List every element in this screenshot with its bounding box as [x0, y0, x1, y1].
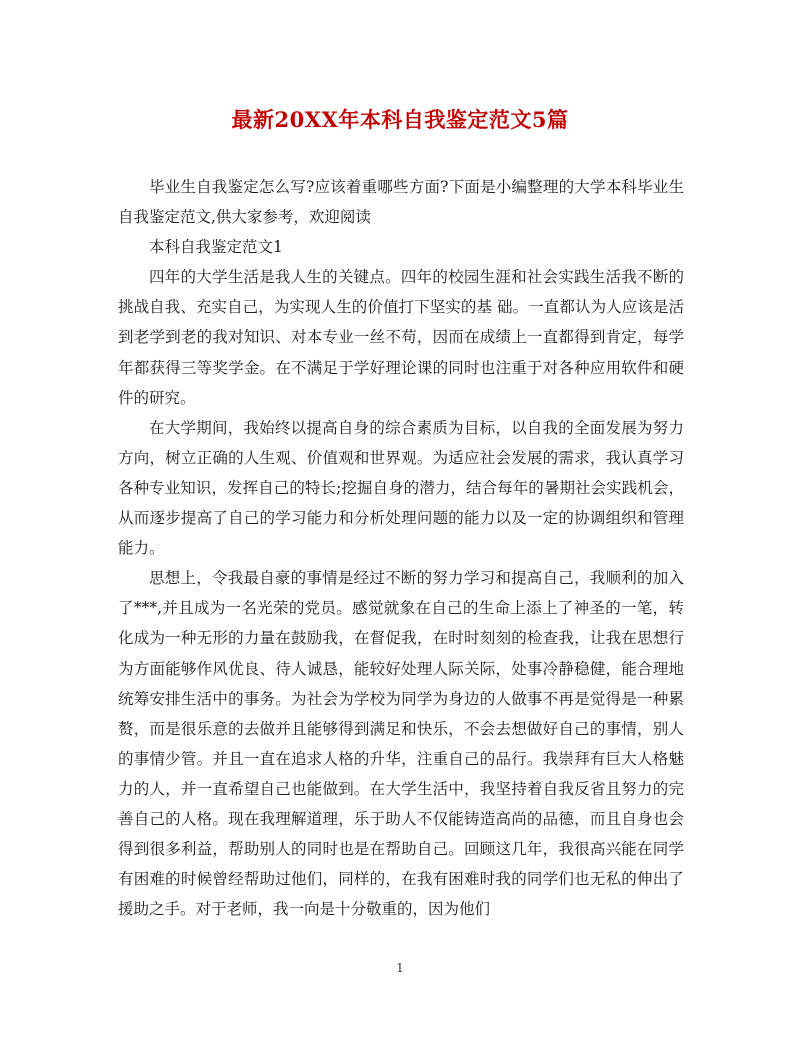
intro-paragraph: 毕业生自我鉴定怎么写?应该着重哪些方面?下面是小编整理的大学本科毕业生自我鉴定范文,供大家参考，欢迎阅读: [118, 178, 684, 227]
body-paragraph: 在大学期间，我始终以提高自身的综合素质为目标，以自我的全面发展为努力方向，树立正确的人生观、价值观和世界观。为适应社会发展的需求，我认真学习各种专业知识，发挥自己的特长;挖掘自身的潜力，结合每年的暑期社会实践机会，从而逐步提高了自己的学习能力和分析处理问题的能力以及一定的协调组织和管理能力。: [118, 418, 684, 558]
body-paragraph: 四年的大学生活是我人生的关键点。四年的校园生涯和社会实践生活我不断的挑战自我、充实自己，为实现人生的价值打下坚实的基 础。一直都认为人应该是活到老学到老的我对知识、对本专业一丝不苟，因而在成绩上一直都得到肯定，每学年都获得三等奖学金。在不满足于学好理论课的同时也注重于对各种应用软件和硬件的研究。: [118, 268, 684, 407]
section-heading: 本科自我鉴定范文1: [149, 238, 283, 257]
document-body: [118, 172, 684, 924]
document-title: 最新20XX年本科自我鉴定范文5篇: [231, 107, 569, 132]
body-paragraph: 思想上，令我最自豪的事情是经过不断的努力学习和提高自己，我顺利的加入了***,并且成为一名光荣的党员。感觉就象在自己的生命上添上了神圣的一笔，转化成为一种无形的力量在鼓励我，在督促我，在时时刻刻的检查我，让我在思想行为方面能够作风优良、待人诚恳，能较好处理人际关际，处事冷静稳健，能合理地统筹安排生活中的事务。为社会为学校为同学为身边的人做事不再是觉得是一种累赘，而是很乐意的去做并且能够得到满足和快乐，不会去想做好自己的事情，别人的事情少管。并且一直在追求人格的升华，注重自己的品行。我崇拜有巨大人格魅力的人，并一直希望自己也能做到。在大学生活中，我坚持着自我反省且努力的完善自己的人格。现在我理解道理，乐于助人不仅能铸造高尚的品德，而且自身也会得到很多利益，帮助别人的同时也是在帮助自己。回顾这几年，我很高兴能在同学有困难的时候曾经帮助过他们，同样的，在我有困难时我的同学们也无私的伸出了援助之手。对于老师，我一向是十分敬重的，因为他们: [118, 569, 684, 919]
page-number: 1: [396, 961, 404, 975]
